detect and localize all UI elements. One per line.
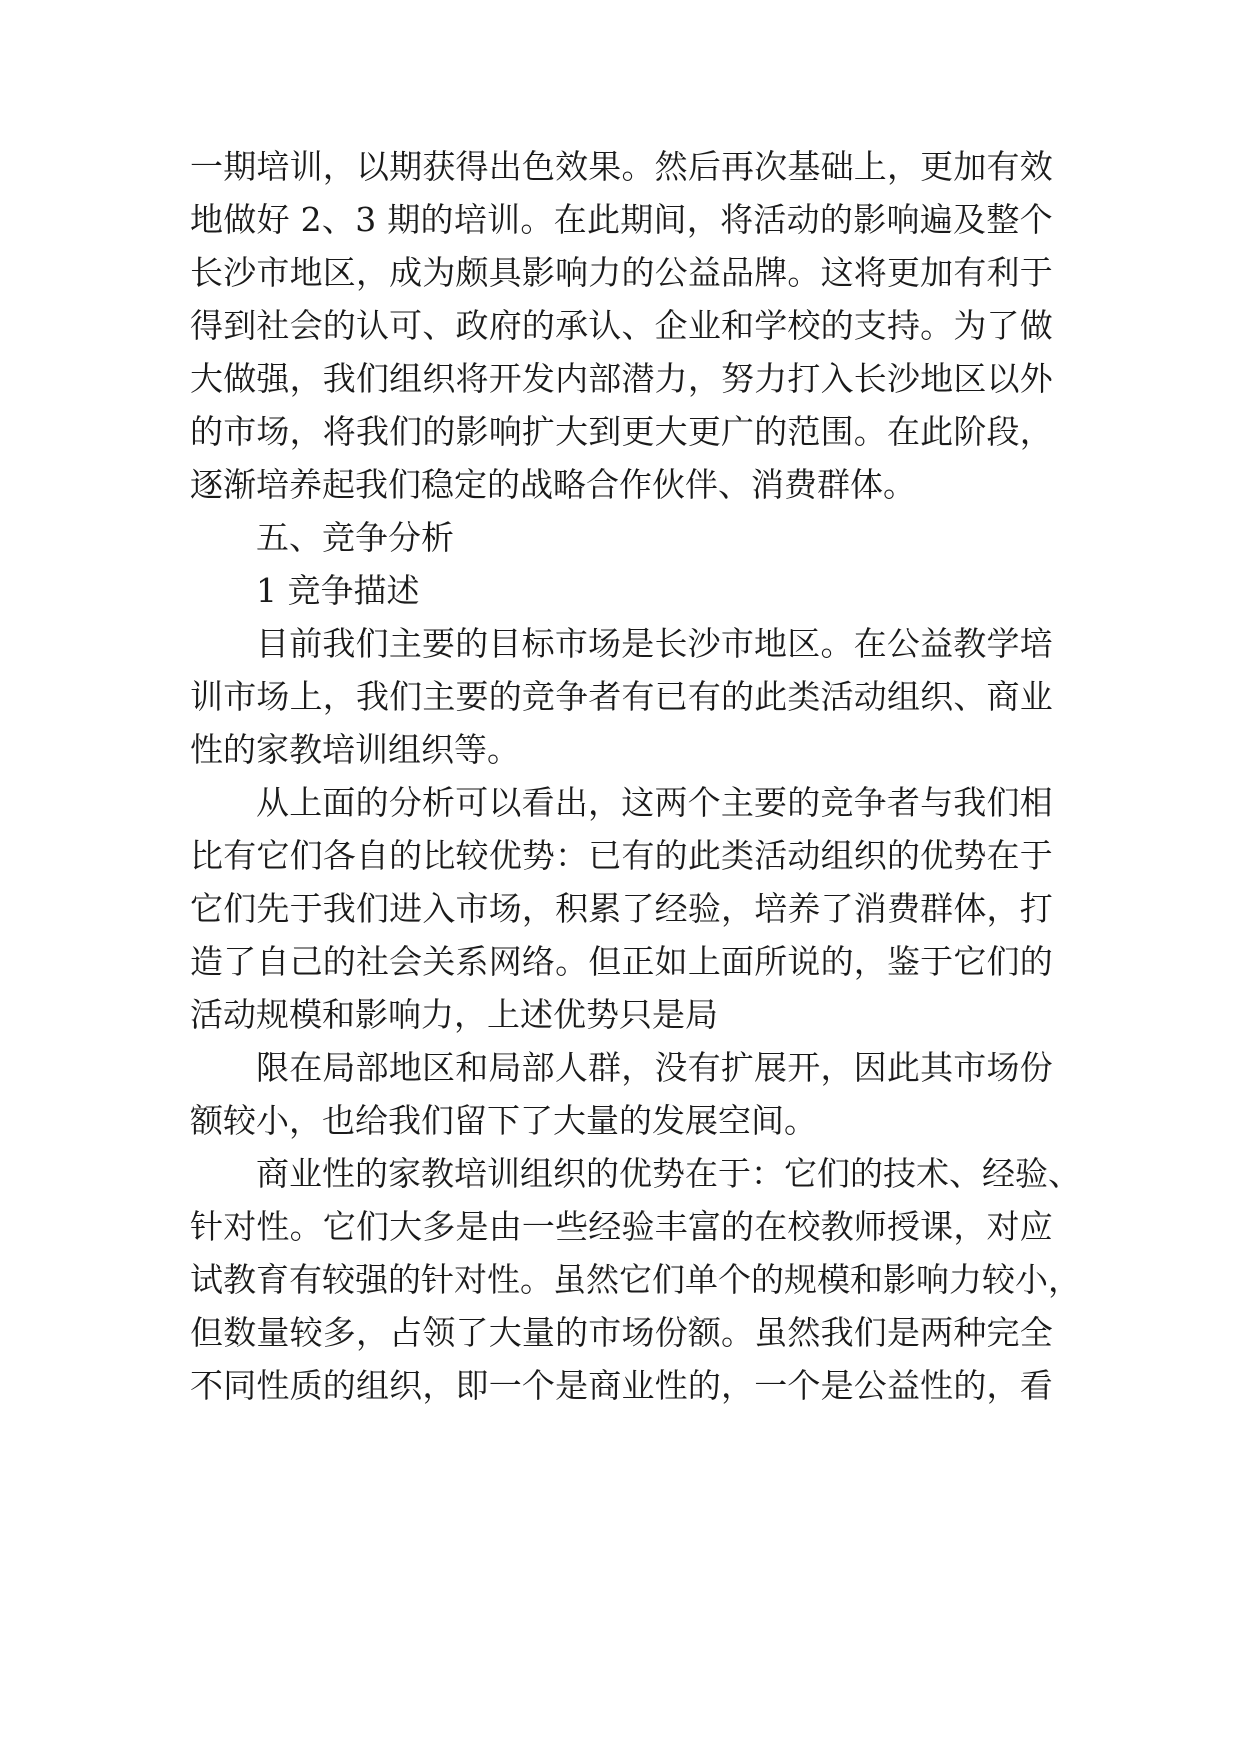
- subsection-heading: 1 竞争描述: [256, 571, 420, 610]
- body-text-line: 地 做 好 2 、 3 期 的 培 训 。 在 此 期 间 ， 将 活 动 的 影 响 遍 及 整 个: [190, 200, 1053, 239]
- body-text-line: 性的家教培训组织等。: [190, 730, 520, 769]
- body-text-line: 从 上 面 的 分 析 可 以 看 出 ， 这 两 个 主 要 的 竞 争 者 与 我 们 相: [256, 783, 1053, 822]
- body-text-line: 逐渐培养起我们稳定的战略合作伙伴、消费群体。: [190, 465, 916, 504]
- body-text-line: 造 了 自 己 的 社 会 关 系 网 络 。 但 正 如 上 面 所 说 的 ， 鉴 于 它 们 的: [190, 942, 1053, 981]
- body-text-line: 得 到 社 会 的 认 可 、 政 府 的 承 认 、 企 业 和 学 校 的 支 持 。 为 了 做: [190, 306, 1053, 345]
- body-text-line: 针 对 性 。 它 们 大 多 是 由 一 些 经 验 丰 富 的 在 校 教 师 授 课 ， 对 应: [190, 1207, 1053, 1246]
- body-text-line: 的 市 场 ， 将 我 们 的 影 响 扩 大 到 更 大 更 广 的 范 围 。 在 此 阶 段 ，: [190, 412, 1053, 451]
- body-text-line: 长 沙 市 地 区 ， 成 为 颇 具 影 响 力 的 公 益 品 牌 。 这 将 更 加 有 利 于: [190, 253, 1053, 292]
- body-text-line: 不 同 性 质 的 组 织 ， 即 一 个 是 商 业 性 的 ， 一 个 是 公 益 性 的 ， 看: [190, 1366, 1053, 1405]
- body-text-line: 额较小，也给我们留下了大量的发展空间。: [190, 1101, 817, 1140]
- body-text-line: 活动规模和影响力，上述优势只是局: [190, 995, 718, 1034]
- body-text-line: 限 在 局 部 地 区 和 局 部 人 群 ， 没 有 扩 展 开 ， 因 此 其 市 场 份: [256, 1048, 1053, 1087]
- section-heading: 五、竞争分析: [256, 518, 454, 557]
- body-text-line: 训 市 场 上 ， 我 们 主 要 的 竞 争 者 有 已 有 的 此 类 活 动 组 织 、 商 业: [190, 677, 1053, 716]
- body-text-line: 商 业 性 的 家 教 培 训 组 织 的 优 势 在 于 ： 它 们 的 技 术 、 经 验 、: [256, 1154, 1081, 1193]
- body-text-line: 比 有 它 们 各 自 的 比 较 优 势 ： 已 有 的 此 类 活 动 组 织 的 优 势 在 于: [190, 836, 1053, 875]
- body-text-line: 试 教 育 有 较 强 的 针 对 性 。 虽 然 它 们 单 个 的 规 模 和 影 响 力 较 小 ，: [190, 1260, 1081, 1299]
- body-text-line: 但 数 量 较 多 ， 占 领 了 大 量 的 市 场 份 额 。 虽 然 我 们 是 两 种 完 全: [190, 1313, 1053, 1352]
- body-text-line: 它 们 先 于 我 们 进 入 市 场 ， 积 累 了 经 验 ， 培 养 了 消 费 群 体 ， 打: [190, 889, 1053, 928]
- body-text-line: 大 做 强 ， 我 们 组 织 将 开 发 内 部 潜 力 ， 努 力 打 入 长 沙 地 区 以 外: [190, 359, 1053, 398]
- body-text-line: 目 前 我 们 主 要 的 目 标 市 场 是 长 沙 市 地 区 。 在 公 益 教 学 培: [256, 624, 1053, 663]
- body-text-line: 一 期 培 训 ， 以 期 获 得 出 色 效 果 。 然 后 再 次 基 础 上 ， 更 加 有 效: [190, 147, 1053, 186]
